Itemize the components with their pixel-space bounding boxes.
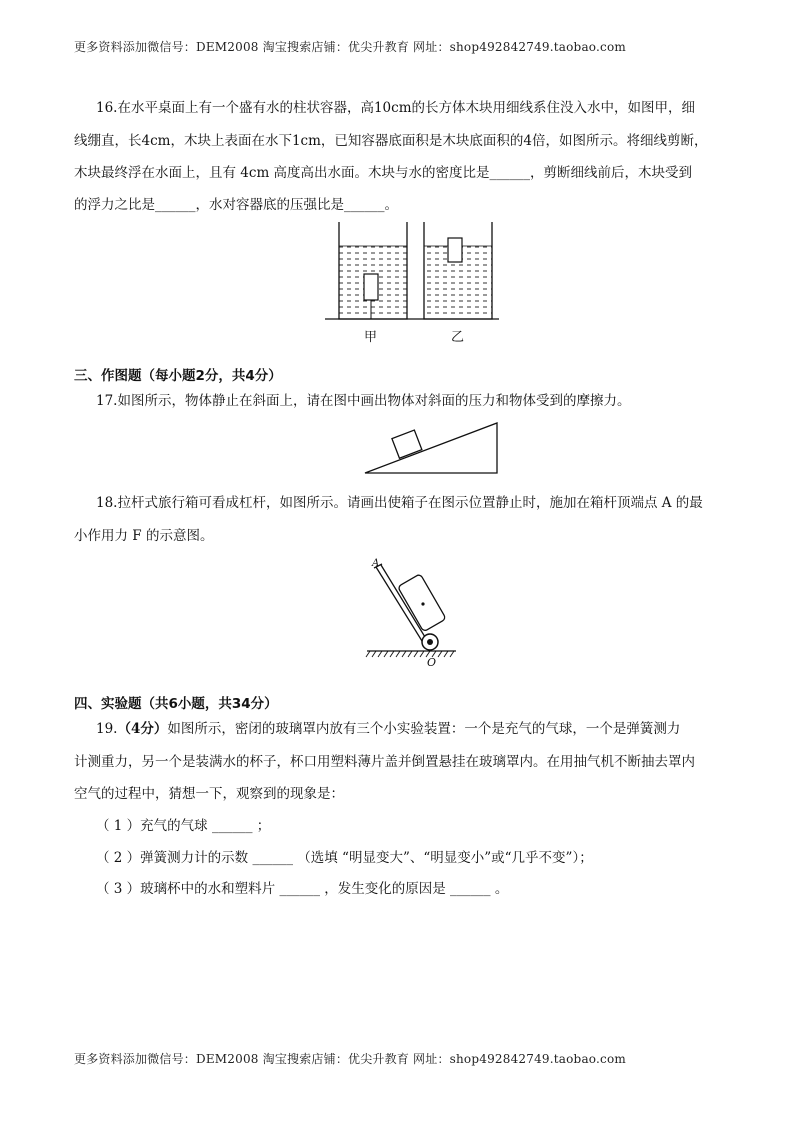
q19-line-1-text: 如图所示，密闭的玻璃罩内放有三个小实验装置：一个是充气的气球，一个是弹簧测力 (167, 721, 681, 737)
page-header: 更多资料添加微信号：DEM2008 淘宝搜索店铺：优尖升教育 网址：shop492842749.taobao.com (74, 40, 626, 54)
q19-item-2: （ 2 ）弹簧测力计的示数 ______ （选填 “明显变大”、“明显变小”或“几乎不变”）； (96, 850, 593, 866)
q16-line-3: 木块最终浮在水面上，且有 4cm 高度高出水面。木块与水的密度比是______，剪断细线前后，木块受到 (74, 165, 693, 181)
page-footer: 更多资料添加微信号：DEM2008 淘宝搜索店铺：优尖升教育 网址：shop492842749.taobao.com (74, 1052, 626, 1066)
q16-line-2: 线绷直，长4cm，木块上表面在水下1cm，已知容器底面积是木块底面积的4倍，如图所示。将细线剪断， (74, 133, 708, 149)
q16-line-1: 16.在水平桌面上有一个盛有水的柱状容器，高10cm的长方体木块用细线系住没入水中，如图甲，细 (96, 100, 696, 116)
q19-item-1: （ 1 ）充气的气球 ______ ； (96, 818, 271, 834)
point-o-label: O (427, 656, 437, 669)
incline-figure (362, 420, 502, 480)
q16-line-4: 的浮力之比是______，水对容器底的压强比是______。 (74, 197, 398, 213)
fig-label-yi: 乙 (451, 330, 465, 345)
q18-line-2: 小作用力 F 的示意图。 (74, 528, 214, 544)
q16-containers-figure (322, 220, 502, 350)
section-3-title: 三、作图题（每小题2分，共4分） (74, 368, 282, 384)
q19-number: 19. (96, 721, 118, 737)
q19-item-3: （ 3 ）玻璃杯中的水和塑料片 ______ ，发生变化的原因是 ______ 。 (96, 881, 509, 897)
q19-score: （4分） (117, 721, 168, 737)
q19-line-2: 计测重力，另一个是装满水的杯子，杯口用塑料薄片盖并倒置悬挂在玻璃罩内。在用抽气机不断抽去罩内 (74, 754, 695, 770)
section-4-title: 四、实验题（共6小题，共34分） (74, 696, 278, 712)
q18-line-1: 18.拉杆式旅行箱可看成杠杆，如图所示。请画出使箱子在图示位置静止时，施加在箱杆顶端点 A 的最 (96, 495, 703, 511)
q17-text: 17.如图所示，物体静止在斜面上，请在图中画出物体对斜面的压力和物体受到的摩擦力。 (96, 393, 631, 409)
q19-line-1 (96, 713, 756, 746)
suitcase-lever-figure (364, 557, 464, 672)
point-a-label: A (372, 558, 380, 569)
fig-label-jia: 甲 (364, 330, 378, 345)
q19-line-3: 空气的过程中，猜想一下，观察到的现象是： (74, 786, 344, 802)
